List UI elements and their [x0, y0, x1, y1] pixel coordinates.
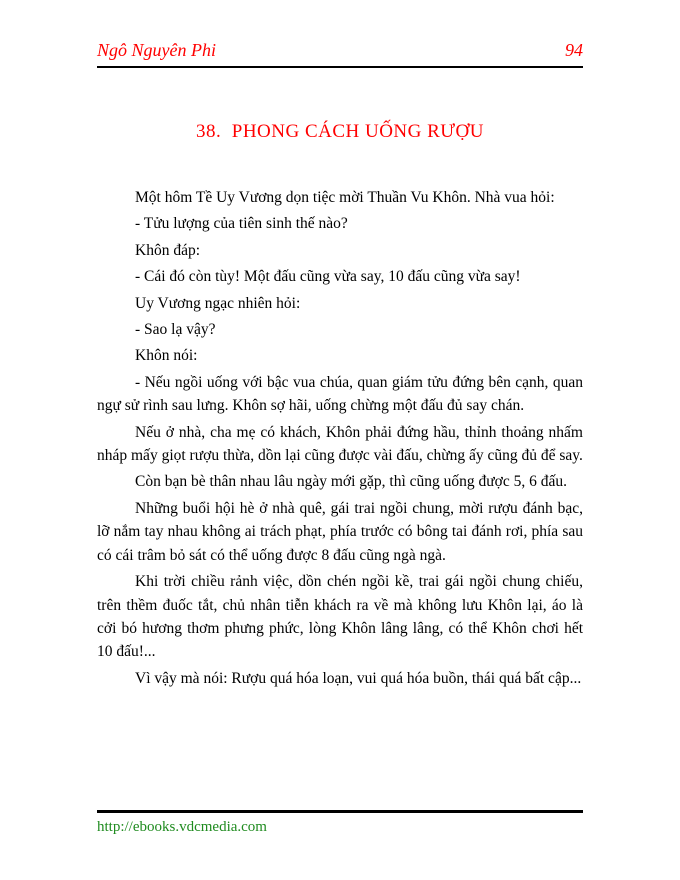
chapter-title: 38. PHONG CÁCH UỐNG RƯỢU — [196, 121, 484, 142]
paragraph: - Sao lạ vậy? — [135, 321, 216, 339]
paragraph: - Cái đó còn tùy! Một đấu cũng vừa say, 10 đấu cũng vừa say! — [135, 268, 521, 286]
paragraph: Uy Vương ngạc nhiên hỏi: — [135, 294, 301, 312]
paragraph: Vì vậy mà nói: Rượu quá hóa loạn, vui quá hóa buồn, thái quá bất cập... — [135, 669, 582, 687]
footer-url-link[interactable]: http://ebooks.vdcmedia.com — [97, 819, 267, 835]
paragraph: Nếu ở nhà, cha mẹ có khách, Khôn phải đứng hầu, thỉnh thoảng nhấm nháp mấy giọt rượu thừa, dồn lại cũng được vài đấu, chừng ấy cũng đủ để say. — [97, 423, 583, 465]
paragraph: - Tửu lượng của tiên sinh thế nào? — [135, 215, 348, 233]
paragraph: Khôn nói: — [135, 347, 198, 365]
page-header — [97, 40, 583, 68]
paragraph: Một hôm Tề Uy Vương dọn tiệc mời Thuần Vu Khôn. Nhà vua hỏi: — [135, 189, 555, 206]
paragraph: Những buổi hội hè ở nhà quê, gái trai ngồi chung, mời rượu đánh bạc, lỡ nắm tay nhau không ai trách phạt, phía trước có bông tai đánh rơi, phía sau có cái trâm bỏ sát có thể uống được 8 đấu cũng ngà ngà. — [97, 499, 583, 564]
header-page-number: 94 — [565, 40, 583, 60]
header-author: Ngô Nguyên Phi — [97, 40, 216, 60]
page-footer — [97, 810, 583, 836]
paragraph: Khôn đáp: — [135, 241, 201, 259]
paragraph: Còn bạn bè thân nhau lâu ngày mới gặp, thì cũng uống được 5, 6 đấu. — [135, 473, 568, 491]
body-text — [97, 186, 583, 693]
paragraph: - Nếu ngồi uống với bậc vua chúa, quan giám tửu đứng bên cạnh, quan ngự sử rình sau lưng. Khôn sợ hãi, uống chừng một đấu đủ say chán. — [97, 373, 583, 415]
paragraph: Khi trời chiều rảnh việc, dồn chén ngồi kề, trai gái ngồi chung chiếu, trên thềm đuốc tắt, chủ nhân tiễn khách ra về mà không lưu Khôn lại, áo là cởi bó hương thơm phưng phức, lòng Khôn lâng lâng, có thể Khôn chơi hết 10 đấu!... — [97, 573, 583, 661]
